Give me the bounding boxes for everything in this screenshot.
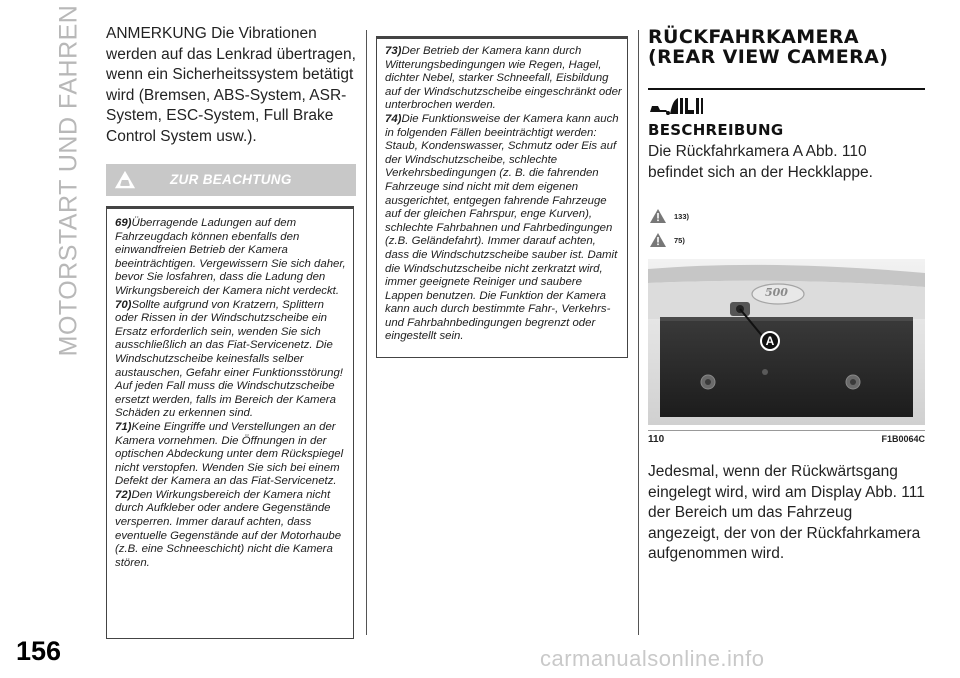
note-number: 74) xyxy=(385,112,402,125)
note-item xyxy=(385,45,623,113)
notes-list-middle xyxy=(377,39,627,344)
note-item xyxy=(115,299,349,421)
notes-list-left xyxy=(107,209,353,570)
warning-triangle-icon xyxy=(650,233,666,247)
callout-a-marker xyxy=(760,331,780,351)
rear-camera-photo xyxy=(648,259,925,425)
note-item xyxy=(115,217,349,299)
note-number: 70) xyxy=(115,298,132,311)
note-number: 73) xyxy=(385,45,402,57)
column-divider-1 xyxy=(366,30,367,635)
callout-a-label: A xyxy=(765,334,775,348)
figure-caption-rule xyxy=(648,430,925,431)
notice-title: ZUR BEACHTUNG xyxy=(170,172,292,187)
note-text: Die Funktionsweise der Kamera kann auch in folgenden Fällen beeinträchtigt werden: Staub, Kondenswasser, Schmutz oder Eis auf der Windschutzscheibe, schlechte Verkehrsbedingungen (z. B. die fahrenden Fahrzeuge sind nicht mit dem eigenen ausgerichtet, entgegen fahrende Fahrzeuge auf der gleichen Fahrspur, enge Kurven), schlechte Fahrbahnen und Fahrbedingungen (z.B. Geländefahrt). Immer darauf achten, dass die Windschutzscheibe sauber ist. Damit die Windschutzscheibe nicht zerkratzt wird, immer geeignete Reiniger und saubere Lappen benutzen. Die Funktion der Kamera kann auch durch bestimmte Fahr-, Verkehrs- und Fahrbahnbedingungen begrenzt oder eingestellt sein. xyxy=(385,112,619,343)
note-text: Den Wirkungsbereich der Kamera nicht durch Aufkleber oder andere Gegenstände versperren. Immer darauf achten, dass eventuelle Gegenstände auf der Motorhaube (z.B. eine Schneeschicht) nicht die Kamera stören. xyxy=(115,488,342,569)
figure-badge-text: 500 xyxy=(765,286,788,299)
note-text: Sollte aufgrund von Kratzern, Splittern oder Rissen in der Windschutzscheibe ein Ersatz erforderlich sein, wenden Sie sich ausschließlich an das Fiat-Servicenetz. Die Windschutzscheibe keinesfalls selber austauschen, Gefahr einer Funktionsstörung! Auf jeden Fall muss die Windschutzscheibe ersetzt werden, falls im Bereich der Kamera Schäden zu erkennen sind. xyxy=(115,298,343,420)
warning-reference-number: 75) xyxy=(674,235,685,245)
side-chapter-title-text: MOTORSTART UND FAHREN xyxy=(54,4,83,356)
subsection-title: BESCHREIBUNG xyxy=(648,121,784,139)
figure-number: 110 xyxy=(648,434,665,445)
title-rule xyxy=(648,88,925,90)
note-number: 69) xyxy=(115,217,132,229)
note-item xyxy=(115,421,349,489)
notice-header xyxy=(106,164,356,196)
figure-caption xyxy=(648,434,925,445)
car-warning-icon xyxy=(114,169,136,191)
notice-box-middle xyxy=(376,36,628,358)
note-item xyxy=(115,489,349,571)
figure-code: F1B0064C xyxy=(881,434,925,444)
notice-box-left xyxy=(106,206,354,639)
note-number: 72) xyxy=(115,488,132,501)
page-number: 156 xyxy=(16,636,62,666)
note-number: 71) xyxy=(115,420,132,433)
figure-rear-camera xyxy=(648,259,925,425)
warning-triangle-icon xyxy=(650,209,666,223)
warning-reference xyxy=(650,230,685,250)
warning-reference-number: 133) xyxy=(674,211,690,221)
note-text: Keine Eingriffe und Verstellungen an der Kamera vornehmen. Die Öffnungen in der optischen Abdeckung unter dem Rückspiegel nicht verstopfen. Wenden Sie sich bei einem Defekt der Kamera an das Fiat-Servicenetz. xyxy=(115,420,344,488)
rear-camera-feature-icon xyxy=(648,94,704,116)
description-paragraph: Die Rückfahrkamera A Abb. 110 befindet sich an der Heckklappe. xyxy=(648,143,873,181)
watermark: carmanualsonline.info xyxy=(540,646,765,671)
side-chapter-title xyxy=(52,4,86,356)
note-item xyxy=(385,113,623,344)
column-divider-2 xyxy=(638,30,639,635)
note-text: Überragende Ladungen auf dem Fahrzeugdach können ebenfalls den einwandfreien Betrieb der Kamera beeinträchtigen. Vergewissern Sie sich daher, bevor Sie losfahren, dass die Ladung den Wirkungsbereich der Kamera nicht verdeckt. xyxy=(115,217,346,297)
after-figure-paragraph: Jedesmal, wenn der Rückwärtsgang eingelegt wird, wird am Display Abb. 111 der Bereich um das Fahrzeug angezeigt, der von der Rückfahrkamera aufgenommen wird. xyxy=(648,463,925,562)
note-text: Der Betrieb der Kamera kann durch Witterungsbedingungen wie Regen, Hagel, dichter Nebel, starker Schneefall, Eisbildung auf der Windschutzscheibe eingeschränkt oder unterbrochen werden. xyxy=(385,45,622,112)
section-title: RÜCKFAHRKAMERA (REAR VIEW CAMERA) xyxy=(648,26,889,68)
warning-reference xyxy=(650,206,689,226)
intro-note-paragraph: ANMERKUNG Die Vibrationen werden auf das Lenkrad übertragen, wenn ein Sicherheitssystem betätigt wird (Bremsen, ABS-System, ASR-System, ESC-System, Full Brake Control System usw.). xyxy=(106,25,356,145)
